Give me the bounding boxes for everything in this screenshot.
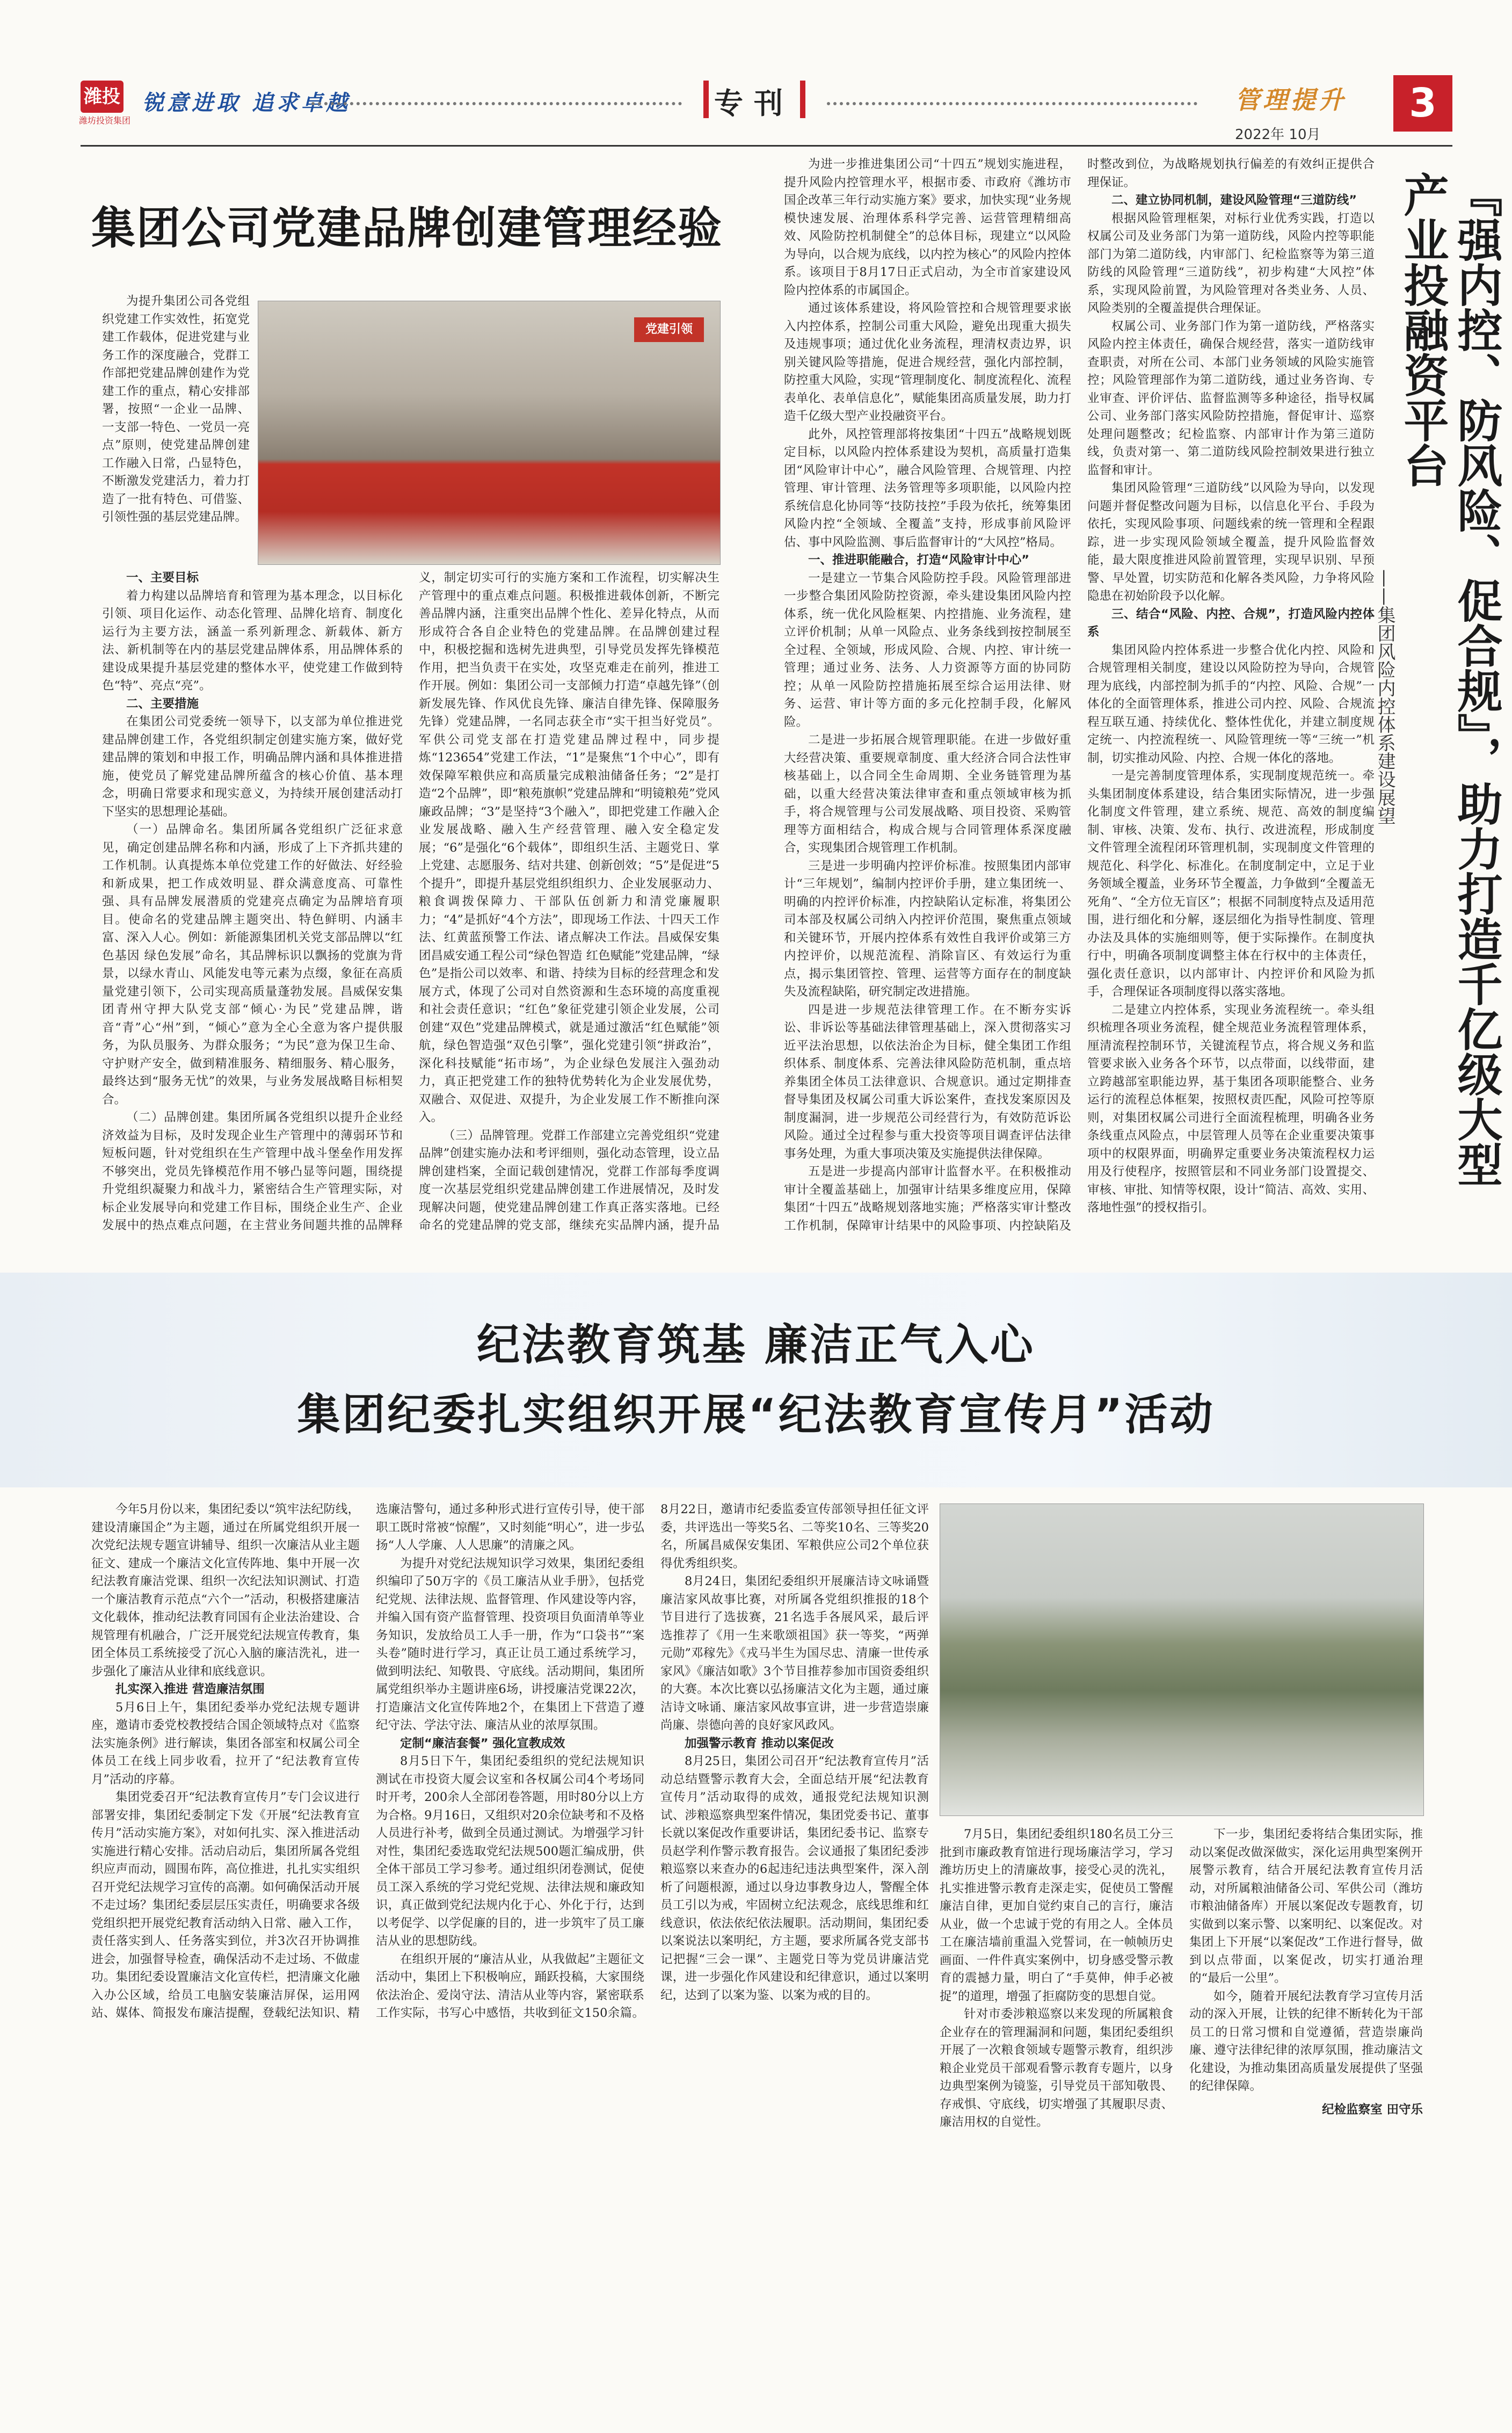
- paragraph: 如今，随着开展纪法教育学习宣传月活动的深入开展，让铁的纪律不断转化为干部员工的日常习惯和自觉遵循，营造崇廉尚廉、遵守法律纪律的浓厚氛围，推动廉洁文化建设，为推动集团高质量发展提供了坚强的纪律保障。: [1189, 1989, 1423, 2093]
- company-logo-caption: 潍坊投资集团: [78, 115, 130, 126]
- paragraph: 二是建立内控体系，实现业务流程统一。牵头组织梳理各项业务流程，健全规范业务流程管理体系，厘清流程控制环节，关键流程节点，将合规义务和监管要求嵌入业务各个环节，以点带面，以线带面，建立跨越部室职能边界，基于集团各项职能整合、业务运行的流程总体框架，按照权责匹配，风险可控等原则，对集团权属公司进行全面流程梳理，明确各业务条线重点风险点，中层管理人员等在企业重要决策事项中的权限界面，明确界定重要业务决策流程权力运用及行使程序，按照管层和不同业务部门设置提交、审核、审批、知情等权限，设计“简洁、高效、实用、落地性强”的授权指引。: [1087, 1003, 1375, 1215]
- paragraph: 二是进一步拓展合规管理职能。在进一步做好重大经营决策、重要规章制度、重大经济合同合法性审核基础上，以合同全生命周期、全业务链管理为基础，以重大经营决策法律审查和重点领域审核为抓手，将合规管理与公司发展战略、项目投资、采购管理等方面相结合，构成合规与合同管理体系深度融合，实现集团合规管理工作机制。: [784, 733, 1071, 855]
- tag-bar-left: [703, 81, 709, 118]
- section-name: 管理提升: [1235, 85, 1347, 114]
- paragraph: 四是进一步规范法律管理工作。在不断夯实诉讼、非诉讼等基础法律管理基础上，深入贯彻落实习近平法治思想，以依法治企为目标，健全集团工作组织体系、制度体系、完善法律风险防范机制，重点培养集团全体员工法律意识、合规意识。通过定期排查督导集团及权属公司重大诉讼案件，查找发案原因及制度漏洞，进一步规范公司经营行为，有效防范诉讼风险。通过全过程参与重大投资等项目调查评估法律事务处理，为重大事项决策及实施提供法律保障。: [784, 1003, 1071, 1161]
- paragraph: 五是进一步提高内部审计监督水平。在积极推动审计全覆盖基础上，加强审计结果多维度应用，保障集团“十四五”战略规划落地实施；严格落实审计整改工作机制，保障审计结果中的风险事项、内控缺陷及时整改到位，为战略规划执行偏差的有效纠正提供合理保证。: [784, 157, 1375, 1233]
- paragraph: 集团党委召开“纪法教育宣传月”专门会议进行部署安排，集团纪委制定下发《开展“纪法教育宣传月”活动实施方案》，对如何扎实、深入推进活动实施进行精心安排。活动启动后，集团所属各党组织应声而动，圆围布阵，高位推进，扎扎实实组织召开党纪法规学习宣传的高潮。如何确保活动开展不走过场？集团纪委层层压实责任，明确要求各级党组织把开展党纪教育活动纳入日常、融入工作，责任落实到人、任务落实到位，并3次召开协调推进会，加强督导检查，确保活动不走过场、不做虚功。集团纪委设置廉洁文化宣传栏，把清廉文化融入办公区域，给员工电脑安装廉洁屏保，运用网站、媒体、简报发布廉洁提醒，登载纪法知识、精选廉洁警句，通过多种形式进行宣传引导，使干部职工既时常被“惊醒”，又时刻能“明心”，进一步弘扬“人人学廉、人人思廉”的清廉之风。: [91, 1502, 644, 2020]
- paragraph: 此外，风控管理部将按集团“十四五”战略规划既定目标，以风险内控体系建设为契机，高质量打造集团“风险审计中心”，融合风险管理、合规管理、内控管理、审计管理、法务管理等多项职能，以风险内控系统信息化协同等“技防技控”手段为依托，统筹集团风险内控“全领域、全覆盖”支持，形成事前风险评估、事中风险监测、事后监督审计的“大风控”格局。: [784, 427, 1071, 549]
- article3-photo: [940, 1504, 1424, 1816]
- paragraph: 7月5日，集团纪委组织180名员工分三批到市廉政教育馆进行现场廉洁学习，学习潍坊历史上的清廉故事，接受心灵的洗礼，扎实推进警示教育走深走实，促使员工警醒廉洁自律，更加自觉约束自己的言行，廉洁从业，做一个忠诚于党的有用之人。全体员工在廉洁墙前重温入党誓词，在一帧帧历史画面、一件件真实案例中，切身感受警示教育的震撼力量，明白了“手莫伸，伸手必被捉”的道理，增强了拒腐防变的思想自觉。: [940, 1827, 1173, 2003]
- article2-vertical-title: 『强内控、防风险、促合规』，助力打造千亿级大型产业投融资平台: [1397, 172, 1503, 1187]
- paragraph: 为提升对党纪法规知识学习效果，集团纪委组织编印了50万字的《员工廉洁从业手册》，包括党纪党规、法律法规、监督管理、作风建设等内容，并编入国有资产监督管理、投资项目负面清单等业务知识，发放给员工人手一册，作为“口袋书”“案头卷”随时进行学习，真正让员工通过系统学习，做到明法纪、知敬畏、守底线。活动期间，集团所属党组织举办主题讲座6场，讲授廉洁党课22次，打造廉洁文化宣传阵地2个，在集团上下营造了遵纪守法、学法守法、廉洁从业的浓厚氛围。: [376, 1556, 644, 1732]
- article2-vertical-subtitle: ——集团风险内控体系建设展望: [1374, 569, 1395, 825]
- paragraph: 集团风险内控体系进一步整合优化内控、风险和合规管理相关制度，建设以风险防控为导向，合规管理为底线，内部控制为抓手的“内控、风险、合规”一体化的全面管理体系，推进公司内控、风险、合规流程互联互通、持续优化、整体性优化，并建立制度规定统一、内控流程统一、风险管理统一等“三统一”机制，切实推动风险、内控、合规一体化的落地。: [1087, 643, 1375, 765]
- paragraph: 下一步，集团纪委将结合集团实际，推动以案促改做深做实，深化运用典型案例开展警示教育，结合开展纪法教育宣传月活动，对所属粮油储备公司、军供公司（潍坊市粮油储备库）开展以案促改专题教育，切实做到以案示警、以案明纪、以案促改。对集团上下开展“以案促改”工作进行督导，做到以点带面，以案促改，切实打通治理的“最后一公里”。: [1189, 1827, 1423, 1985]
- section-heading: 定制“廉洁套餐” 强化宣教成效: [400, 1736, 565, 1751]
- paragraph: （一）品牌命名。集团所属各党组织广泛征求意见，确定创建品牌名称和内涵，形成了上下齐抓共建的工作机制。认真提炼本单位党建工作的好做法、好经验和新成果，把工作成效明显、群众满意度高、可靠性强、具有品牌发展潜质的党建亮点确定为品牌培育项目。使命名的党建品牌主题突出、特色鲜明、内涵丰富、深入人心。例如：新能源集团机关党支部品牌以“红色基因 绿色发展”命名，其品牌标识以飘扬的党旗为背景，以绿水青山、风能发电等元素为点缀，象征在高质量党建引领下，公司实现高质量蓬勃发展。昌威保安集团青州守押大队党支部“倾心·为民”党建品牌，谐音“青”心“州”到，“倾心”意为全心全意为客户提供服务，为队员服务、为群众服务；“为民”意为保卫生命、守护财产安全，做到精准服务、精细服务、精心服务，最终达到“服务无忧”的效果，与业务发展战略目标相契合。: [102, 823, 403, 1107]
- article2-body: [784, 156, 1375, 1248]
- masthead: [0, 0, 1512, 143]
- section-heading: 二、主要措施: [126, 696, 199, 711]
- paragraph: 为提升集团公司各党组织党建工作实效性，拓宽党建工作载体，促进党建与业务工作的深度融合，党群工作部把党建品牌创建作为党建工作的重点，精心安排部署，按照“一企业一品牌、一支部一特色、一党员一亮点”原则，使党建品牌创建工作融入日常，凸显特色，不断激发党建活力，着力打造了一批有特色、可借鉴、引领性强的基层党建品牌。: [102, 294, 250, 524]
- edition-tag: 专刊: [714, 86, 794, 120]
- company-logo: 潍投: [81, 81, 123, 113]
- page-number: 3: [1393, 75, 1452, 132]
- paragraph: （二）品牌创建。集团所属各党组织以提升企业经济效益为目标，及时发现企业生产管理中的薄弱环节和短板问题，针对党组织在生产管理中战斗堡垒作用发挥不够突出，党员先锋模范作用不够凸显等问题，围绕提升党组织凝聚力和战斗力，紧密结合生产管理实际，对标企业发展导向和党建工作目标，围绕企业生产、企业发展中的热点难点问题，在主营业务间题共推的品牌释义，制定切实可行的实施方案和工作流程，切实解决生产管理中的重点难点问题。积极推进载体创新，不断完善品牌内涵，注重突出品牌个性化、差异化特点，从而形成符合各自企业特色的党建品牌。在品牌创建过程中，积极挖掘和选树先进典型，引导党员发挥先锋模范作用，把当负责干在实处，攻坚克难走在前列，推进工作开展。例如：集团公司一支部倾力打造“卓越先锋”（创新发展先锋、作风优良先锋、廉洁自律先锋、保障服务先锋）党建品牌，一名同志获全市“实干担当好党员”。军供公司党支部在打造党建品牌过程中，同步提炼“123654”党建工作法，“1”是聚焦“1个中心”，即有效保障军粮供应和高质量完成粮油储备任务；“2”是打造“2个品牌”，即“粮苑旗帜”党建品牌和“明镜粮苑”党风廉政品牌；“3”是坚持“3个融入”，即把党建工作融入企业发展战略、融入生产经营管理、融入安全稳定发展；“6”是强化“6个载体”，即组织生活、主题党日、掌上党建、志愿服务、结对共建、创新创效；“5”是促进“5个提升”，即提升基层党组织组织力、企业发展驱动力、粮食调拨保障力、干部队伍创新力和清党廉履职力；“4”是抓好“4个方法”，即现场工作法、十四天工作法、红黄蓝预警工作法、诸点解决工作法。昌威保安集团昌威安通工程公司“绿色智造 红色赋能”党建品牌，“绿色”是指公司以效率、和谐、持续为目标的经营理念和发展方式，体现了公司对自然资源和生态环境的高度重视和社会责任意识；“红色”象征党建引领企业发展，公司创建“双色”党建品牌模式，就是通过激活“红色赋能”领航，绿色智造强“双色引擎”，强化党建引领“拼政治”，深化科技赋能“拓市场”，为企业绿色发展注入强劲动力，真正把党建工作的独特优势转化为企业发展优势，双融合、双促进、双提升，为企业发展工作不断推向深入。: [102, 571, 719, 1232]
- masthead-rule: [81, 145, 1452, 147]
- article3-title-line1: 纪法教育筑基 廉洁正气入心: [477, 1320, 1035, 1370]
- paragraph: 5月6日上午，集团纪委举办党纪法规专题讲座，邀请市委党校教授结合国企领域特点对《监察法实施条例》进行解读，集团各部室和权属公司全体员工在线上同步收看，拉开了“纪法教育宣传月”活动的序幕。: [91, 1700, 360, 1786]
- paragraph: 8月24日，集团纪委组织开展廉洁诗文咏诵暨廉洁家风故事比赛，对所属各党组织推报的18个节目进行了选拔赛，21名选手各展风采，最后评选推荐了《用一生来歌颂祖国》获一等奖，“两弹元勋”邓稼先》《戎马半生为国尽忠、清廉一世传承家风》《廉洁如歌》3个节目推荐参加市国资委组织的大赛。本次比赛以弘扬廉洁文化为主题，通过廉洁诗文咏诵、廉洁家风故事宣讲，进一步营造崇廉尚廉、崇德向善的良好家风政风。: [660, 1574, 929, 1732]
- article3-title-line2: 集团纪委扎实组织开展“纪法教育宣传月”活动: [297, 1390, 1215, 1440]
- tag-bar-right: [800, 81, 805, 118]
- byline: 纪检监察室 田守乐: [1322, 2102, 1423, 2117]
- paragraph: 8月25日，集团公司召开“纪法教育宣传月”活动总结暨警示教育大会，全面总结开展“纪法教育宣传月”活动取得的成效，通报党纪法规知识测试、涉粮巡察典型案件情况，集团党委书记、董事长就以案促改作重要讲话，集团纪委书记、监察专员赵学利作警示教育报告。会议通报了集团纪委涉粮巡察以来查办的6起违纪违法典型案件，深入剖析了问题根源，通过以身边事教身边人，警醒全体员工引以为戒，牢固树立纪法观念，底线思维和红线意识，依法依纪依法履职。活动期间，集团纪委以案说法以案明纪，方主题，要求所属各党支部书记把握“三会一课”、主题党日等为党员讲廉洁党课，进一步强化作风建设和纪律意识，通过以案明纪，达到了以案为鉴、以案为戒的目的。: [660, 1754, 929, 2002]
- paragraph: （三）品牌管理。党群工作部建立完善党组织“党建品牌”创建实施办法和考评细则，强化动态管理，设立品牌创建档案，全面记载创建情况，党群工作部每季度调度一次基层党组织党建品牌创建工作进展情况，及时发现解决问题，使党建品牌创建工作真正落实落地。已经命名的党建品牌的党支部，继续充实品牌内涵，提升品: [419, 1128, 719, 1232]
- article3-body-right: [940, 1826, 1423, 2403]
- masthead-slogan: 锐意进取 追求卓越: [142, 90, 351, 115]
- masthead-divider-right: [827, 102, 1197, 110]
- paragraph: 根据风险管理框架，对标行业优秀实践，打造以权属公司及业务部门为第一道防线，风险内控等职能部门为第二道防线，内审部门、纪检监察等为第三道防线的风险管理“三道防线”，初步构建“大风控”体系，实现风险前置，为风险管理对各类业务、人员、风险类别的全覆盖提供合理保证。: [1087, 211, 1375, 315]
- paragraph: 在组织开展的“廉洁从业，从我做起”主题征文活动中，集团上下积极响应，踊跃投稿，大家围绕依法治企、爱岗守法、清洁从业等内容，紧密联系工作实际，书写心中感悟，共收到征文150余篇。8月22日，邀请市纪委监委宣传部领导担任征文评委，共评选出一等奖5名、二等奖10名、三等奖20名，所属昌威保安集团、军粮供应公司2个单位获得优秀组织奖。: [376, 1502, 929, 2020]
- paragraph: 为进一步推进集团公司“十四五”规划实施进程，提升风险内控管理水平，根据市委、市政府《潍坊市国企改革三年行动实施方案》要求，加快实现“业务规模快速发展、治理体系科学完善、运营管理精细高效、风险防控机制健全”的总体目标，现建立“以风险为导向，以合规为底线，以内控为核心”的风险内控体系。该项目于8月17日正式启动，为全市首家建设风险内控体系的市属国企。: [784, 157, 1071, 297]
- photo-sign: 党建引领: [634, 317, 704, 342]
- issue-date: 2022年 10月: [1235, 127, 1321, 143]
- article1-title: 集团公司党建品牌创建管理经验: [91, 203, 723, 254]
- paragraph: 集团风险管理“三道防线”以风险为导向，以发现问题并督促整改问题为目标，以信息化平台、手段为依托，实现风险事项、问题线索的统一管理和全程跟踪，进一步实现风险领域全覆盖，提升风险监督效能，最大限度推进风险前置管理，实现早识别、早预警、早处置，切实防范和化解各类风险，力争将风险隐患在初始阶段予以化解。: [1087, 481, 1375, 603]
- masthead-divider-left: [311, 102, 682, 110]
- article1-photo: [258, 301, 721, 565]
- section-heading: 一、主要目标: [126, 571, 199, 585]
- paragraph: 在集团公司党委统一领导下，以支部为单位推进党建品牌创建工作，各党组织制定创建实施方案，做好党建品牌的策划和申报工作，明确品牌内涵和具体推进措施，使党员了解党建品牌所蕴含的核心价值、基本理念，明确日常要求和现实意义，为持续开展创建活动打下坚实的思想理论基础。: [102, 715, 403, 819]
- paragraph: 权属公司、业务部门作为第一道防线，严格落实风险内控主体责任，确保合规经营，落实一道防线审查职责，对所在公司、本部门业务领域的风险实施管控；风险管理部作为第二道防线，通过业务咨询、专业审查、评价评估、监督监测等多种途径，指导权属公司、业务部门落实风险防控措施，督促审计、巡察处理问题整改；纪检监察、内部审计作为第三道防线，负责对第一、第二道防线风险控制效果进行独立监督和审计。: [1087, 319, 1375, 477]
- section-heading: 加强警示教育 推动以案促改: [685, 1736, 834, 1751]
- paragraph: 三是进一步明确内控评价标准。按照集团内部审计“三年规划”，编制内控评价手册，建立集团统一、明确的内控评价标准，内控缺陷认定标准，将集团公司本部及权属公司纳入内控评价范围，聚焦重点领域和关键环节，开展内控体系有效性自我评价或第三方内控评价，以规范流程、消除盲区、有效运行为重点，揭示集团管控、管理、运营等方面存在的制度缺失及流程缺陷，研究制定改进措施。: [784, 859, 1071, 999]
- paragraph: 着力构建以品牌培育和管理为基本理念，以目标化引领、项目化运作、动态化管理、品牌化培育、制度化运行为主要方法，涵盖一系列新理念、新载体、新方法、新机制等在内的基层党建品牌体系，用品牌体系的建设成果提升基层党建的整体水平，使党建工作做到特色“特”、亮点“亮”。: [102, 589, 403, 693]
- article1-body: [102, 569, 719, 1248]
- paragraph: 针对市委涉粮巡察以来发现的所属粮食企业存在的管理漏洞和问题，集团纪委组织开展了一次粮食领域专题警示教育，组织涉粮企业党员干部观看警示教育专题片，以身边典型案例为镜鉴，引导党员干部知敬畏、存戒惧、守底线，切实增强了其履职尽责、廉洁用权的自觉性。: [940, 2007, 1173, 2129]
- paragraph: 今年5月份以来，集团纪委以“筑牢法纪防线，建设清廉国企”为主题，通过在所属党组织开展一次党纪法规专题宣讲辅导、组织一次廉洁从业主题征文、建成一个廉洁文化宣传阵地、集中开展一次纪法教育廉洁党课、组织一次纪法知识测试、打造一个廉洁教育示范点“六个一”活动，积极搭建廉洁文化载体，推动纪法教育同国有企业法治建设、合规管理有机融合，广泛开展党纪法规宣传教育，集团全体员工系统接受了沉心入脑的廉洁洗礼，进一步强化了廉洁从业律和底线意识。: [91, 1502, 360, 1679]
- article1-col-intro: [102, 293, 250, 567]
- paragraph: 通过该体系建设，将风险管控和合规管理要求嵌入内控体系，控制公司重大风险，避免出现重大损失及违规事项；通过优化业务流程，理清权责边界，识别关键风险等措施，促进合规经营，强化内部控制，防控重大风险，实现“管理制度化、制度流程化、流程表单化、表单信息化”，赋能集团高质量发展，助力打造千亿级大型产业投融资平台。: [784, 301, 1071, 423]
- article3-body-left: [91, 1501, 929, 2403]
- section-heading: 一、推进职能融合，打造“风险审计中心”: [808, 553, 1030, 567]
- section-heading: 扎实深入推进 营造廉洁氛围: [115, 1682, 265, 1696]
- section-heading: 三、结合“风险、内控、合规”，打造风险内控体系: [1087, 607, 1375, 639]
- section-heading: 二、建立协同机制，建设风险管理“三道防线”: [1111, 193, 1357, 207]
- paragraph: 8月5日下午，集团纪委组织的党纪法规知识测试在市投资大厦会议室和各权属公司4个考场同时开考，200余人全部闭卷答题，用时80分以上方为合格。9月16日，又组织对20余位缺考和不及格人员进行补考，做到全员通过测试。为增强学习针对性，集团纪委选取党纪法规500题汇编成册，供全体干部员工学习参考。通过组织闭卷测试，促使员工深入系统的学习党纪党规、法律法规和廉政知识，真正做到党纪法规内化于心、外化于行，达到以考促学、以学促廉的目的，进一步筑牢了员工廉洁从业的思想防线。: [376, 1754, 644, 1948]
- paragraph: 一是建立一节集合风险防控手段。风险管理部进一步整合集团风险防控资源，牵头建设集团风险内控体系，统一优化风险框架、内控措施、业务流程，建立评价机制；从单一风险点、业务条线到按控制展至全过程、全领域，形成风险、合规、内控、审计统一管理；通过业务、法务、人力资源等方面的协同防控；从单一风险防控措施拓展至综合运用法律、财务、运营、审计等方面的多元化控制手段，化解风险。: [784, 571, 1071, 729]
- paragraph: 一是完善制度管理体系，实现制度规范统一。牵头集团制度体系建设，结合集团实际情况，进一步强化制度文件管理，建立系统、规范、高效的制度编制、审核、决策、发布、执行、改进流程，形成制度文件管理全流程闭环管理机制，实现制度文件管理的规范化、科学化、标准化。在制度制定中，立足于业务领域全覆盖，业务环节全覆盖，力争做到“全覆盖无死角”、“全方位无盲区”；根据不同制度特点及适用范围，进行细化和分解，逐层细化为指导性制度、管理办法及具体的实施细则等，便于实际操作。在制度执行中，明确各项制度调整主体在行权中的主体责任，强化责任意识，以内部审计、内控评价和风险为抓手，合理保证各项制度得以落实落地。: [1087, 769, 1375, 999]
